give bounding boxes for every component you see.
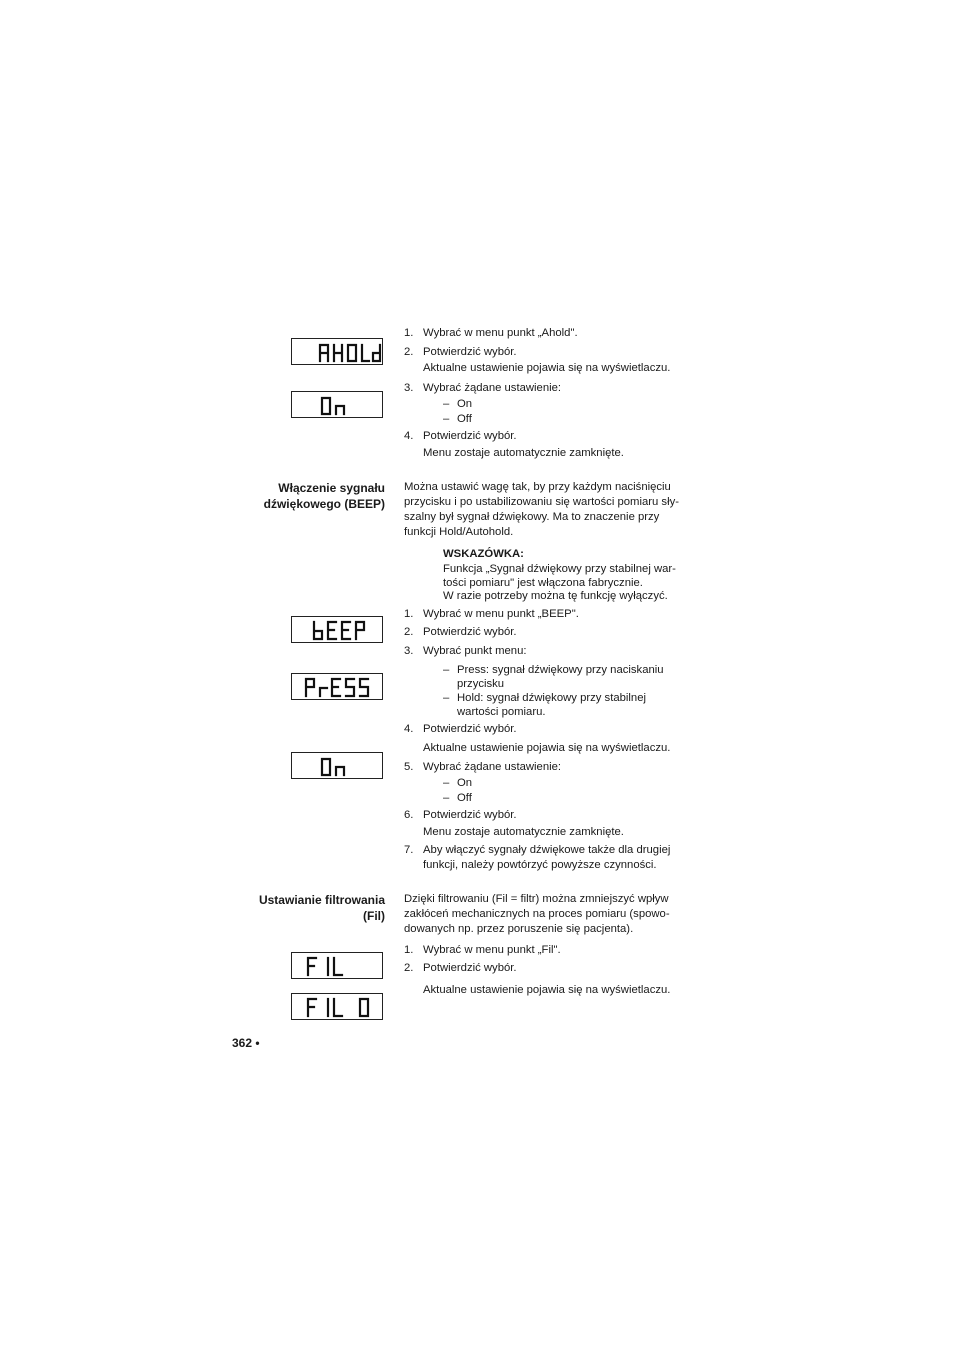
step-number: 3. [404, 645, 414, 657]
step-text: Potwierdzić wybór. [423, 346, 517, 358]
list-dash: – [443, 692, 450, 704]
step-number: 1. [404, 327, 414, 339]
step-text: Aby włączyć sygnały dźwiękowe także dla drugiej [423, 844, 671, 856]
option-item: Off [457, 792, 472, 804]
step-text-cont: funkcji, należy powtórzyć powyższe czynności. [423, 859, 657, 871]
step-number: 6. [404, 809, 414, 821]
step-text: Potwierdzić wybór. [423, 626, 517, 638]
option-item-cont: wartości pomiaru. [457, 706, 546, 718]
step-number: 1. [404, 608, 414, 620]
step-text: Potwierdzić wybór. [423, 430, 517, 442]
step-detail: Menu zostaje automatycznie zamknięte. [423, 826, 624, 838]
list-dash: – [443, 398, 450, 410]
section-heading-beep: Włączenie sygnału dźwiękowego (BEEP) [263, 481, 385, 511]
step-text: Wybrać w menu punkt „BEEP". [423, 608, 579, 620]
lcd-glyphs-fil [292, 953, 384, 980]
option-item: Off [457, 413, 472, 425]
lcd-glyphs-fil-0 [292, 994, 384, 1021]
lcd-glyphs-beep [292, 617, 384, 644]
option-item: On [457, 398, 473, 410]
step-detail: Aktualne ustawienie pojawia się na wyświetlaczu. [423, 984, 671, 996]
lcd-glyphs-press [292, 674, 384, 701]
note-title: WSKAZÓWKA: [443, 548, 524, 560]
step-detail: Aktualne ustawienie pojawia się na wyświetlaczu. [423, 742, 671, 754]
lcd-display-beep [291, 616, 383, 643]
section-heading-fil: Ustawianie filtrowania (Fil) [258, 893, 385, 923]
lcd-display-fil-0 [291, 993, 383, 1020]
list-dash: – [443, 792, 450, 804]
option-item: Press: sygnał dźwiękowy przy naciskaniu [457, 664, 664, 676]
page-number: 362 • [232, 1036, 260, 1050]
step-text: Potwierdzić wybór. [423, 809, 517, 821]
step-number: 2. [404, 962, 414, 974]
step-number: 4. [404, 430, 414, 442]
lcd-glyphs-ahold [292, 339, 384, 366]
step-detail: Menu zostaje automatycznie zamknięte. [423, 447, 624, 459]
step-detail: Aktualne ustawienie pojawia się na wyświetlaczu. [423, 362, 671, 374]
option-item-cont: przycisku [457, 678, 505, 690]
step-number: 5. [404, 761, 414, 773]
lcd-glyphs-on-1 [292, 392, 384, 419]
step-number: 4. [404, 723, 414, 735]
lcd-display-on-1 [291, 391, 383, 418]
list-dash: – [443, 664, 450, 676]
lcd-glyphs-on-2 [292, 753, 384, 780]
step-text: Wybrać żądane ustawienie: [423, 761, 562, 773]
step-number: 2. [404, 626, 414, 638]
lcd-display-press [291, 673, 383, 700]
lcd-display-ahold [291, 338, 383, 365]
step-text: Wybrać punkt menu: [423, 645, 527, 657]
step-text: Potwierdzić wybór. [423, 962, 517, 974]
step-number: 1. [404, 944, 414, 956]
option-item: Hold: sygnał dźwiękowy przy stabilnej [457, 692, 646, 704]
list-dash: – [443, 777, 450, 789]
step-number: 7. [404, 844, 414, 856]
step-number: 2. [404, 346, 414, 358]
step-number: 3. [404, 382, 414, 394]
step-text: Wybrać w menu punkt „Ahold". [423, 327, 578, 339]
lcd-display-fil [291, 952, 383, 979]
lcd-display-on-2 [291, 752, 383, 779]
step-text: Potwierdzić wybór. [423, 723, 517, 735]
list-dash: – [443, 413, 450, 425]
step-text: Wybrać żądane ustawienie: [423, 382, 562, 394]
option-item: On [457, 777, 473, 789]
step-text: Wybrać w menu punkt „Fil". [423, 944, 561, 956]
